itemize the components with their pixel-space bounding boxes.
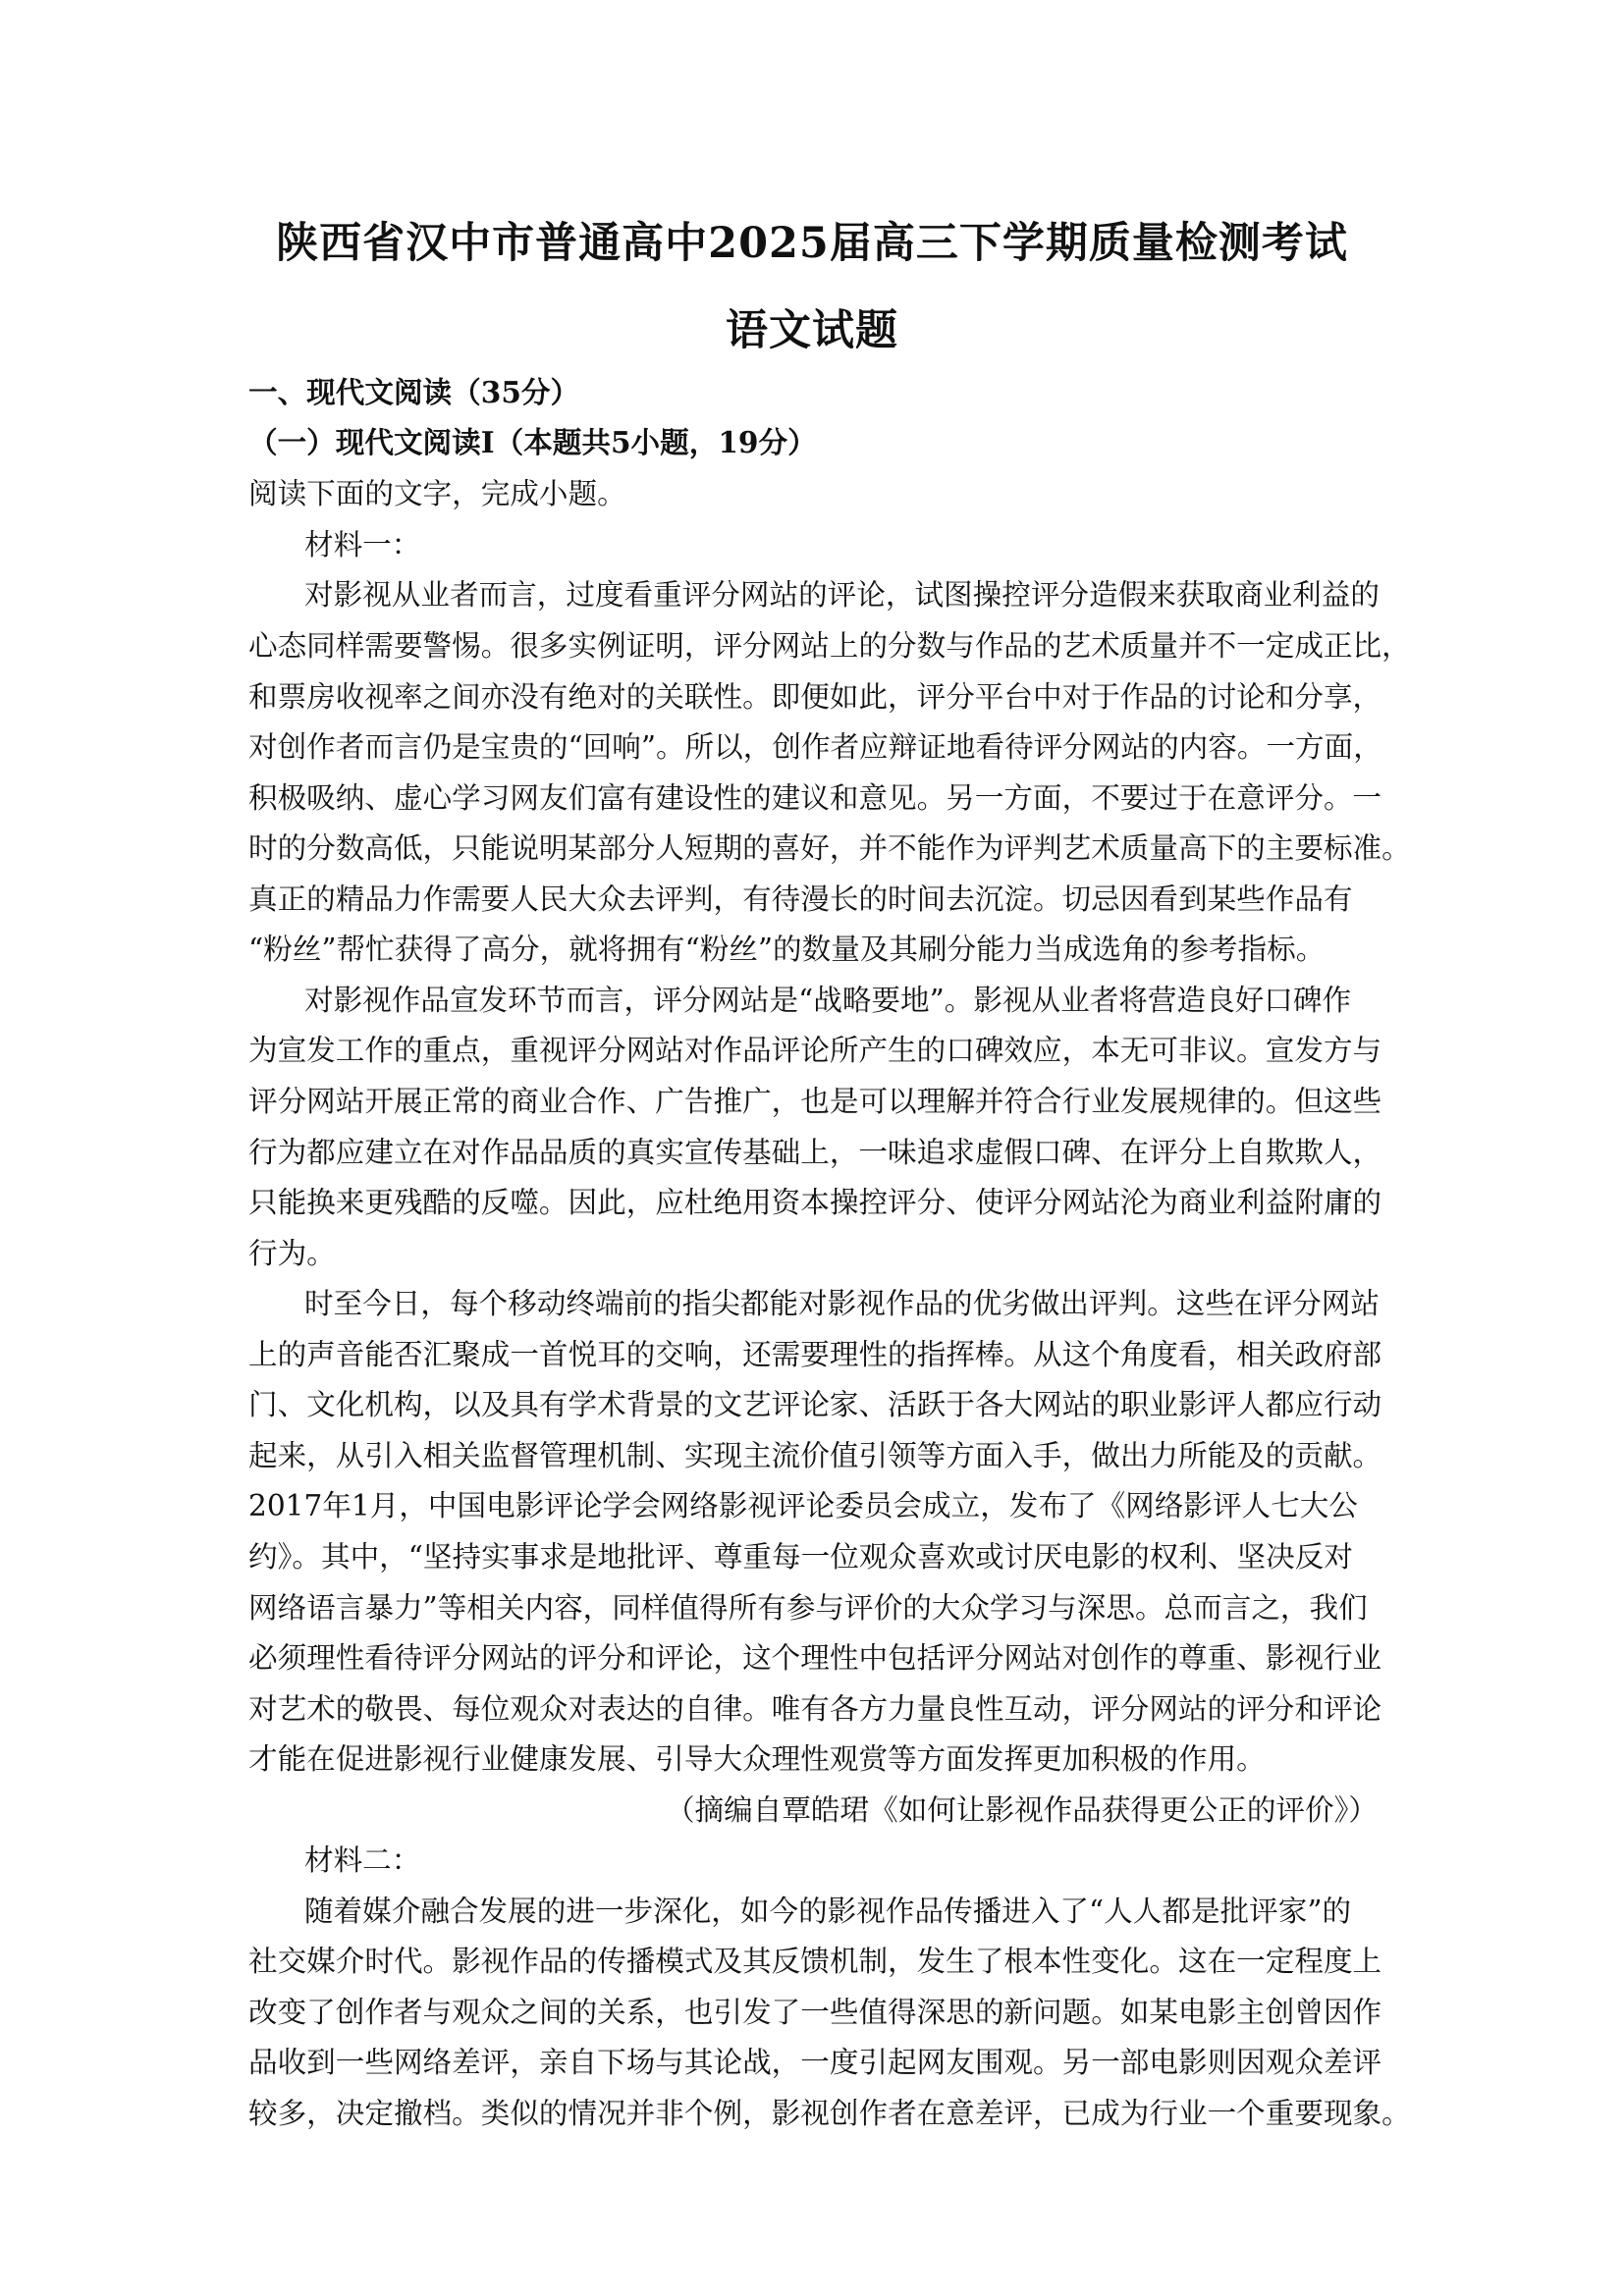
paragraph-line: 上的声音能否汇聚成一首悦耳的交响，还需要理性的指挥棒。从这个角度看，相关政府部 [248,1338,1382,1371]
document-title: 陕西省汉中市普通高中2025届高三下学期质量检测考试 [276,219,1348,268]
paragraph-line: 真正的精品力作需要人民大众去评判，有待漫长的时间去沉淀。切忌因看到某些作品有 [248,882,1353,916]
paragraph-line: 行为。 [248,1237,336,1270]
paragraph-line: 评分网站开展正常的商业合作、广告推广，也是可以理解并符合行业发展规律的。但这些 [248,1085,1382,1118]
paragraph-line: 和票房收视率之间亦没有绝对的关联性。即便如此，评分平台中对于作品的讨论和分享， [248,680,1382,714]
paragraph-line: 对影视作品宣发环节而言，评分网站是“战略要地”。影视从业者将营造良好口碑作 [304,984,1352,1017]
paragraph-line: 社交媒介时代。影视作品的传播模式及其反馈机制，发生了根本性变化。这在一定程度上 [248,1945,1382,1978]
paragraph-line: 心态同样需要警惕。很多实例证明，评分网站上的分数与作品的艺术质量并不一定成正比， [248,629,1411,663]
paragraph-line: “粉丝”帮忙获得了高分，就将拥有“粉丝”的数量及其刷分能力当成选角的参考指标。 [248,933,1326,966]
material-2-label: 材料二： [304,1843,421,1877]
document-subtitle: 语文试题 [726,306,898,355]
paragraph-line: 积极吸纳、虚心学习网友们富有建设性的建议和意见。另一方面，不要过于在意评分。一 [248,781,1382,815]
paragraph-line: 网络语言暴力”等相关内容，同样值得所有参与评价的大众学习与深思。总而言之，我们 [248,1591,1368,1625]
paragraph-line: 只能换来更残酷的反噬。因此，应杜绝用资本操控评分、使评分网站沦为商业利益附庸的 [248,1186,1382,1219]
material-1-source: （摘编自覃皓珺《如何让影视作品获得更公正的评价》） [665,1793,1378,1827]
section-heading: 一、现代文阅读（35分） [248,375,580,409]
paragraph-line: 才能在促进影视行业健康发展、引导大众理性观赏等方面发挥更加积极的作用。 [248,1742,1266,1776]
paragraph-line: 改变了创作者与观众之间的关系，也引发了一些值得深思的新问题。如某电影主创曾因作 [248,1996,1382,2029]
section-subheading: （一）现代文阅读Ⅰ（本题共5小题，19分） [248,425,817,459]
paragraph-line: 约》。其中，“坚持实事求是地批评、尊重每一位观众喜欢或讨厌电影的权利、坚决反对 [248,1540,1353,1574]
paragraph-line: 随着媒介融合发展的进一步深化，如今的影视作品传播进入了“人人都是批评家”的 [304,1895,1352,1928]
material-1-label: 材料一： [304,528,421,561]
reading-instruction: 阅读下面的文字，完成小题。 [248,477,626,510]
paragraph-line: 门、文化机构，以及具有学术背景的文艺评论家、活跃于各大网站的职业影评人都应行动 [248,1388,1382,1421]
paragraph-line: 时至今日，每个移动终端前的指尖都能对影视作品的优劣做出评判。这些在评分网站 [304,1287,1380,1320]
paragraph-line: 对艺术的敬畏、每位观众对表达的自律。唯有各方力量良性互动，评分网站的评分和评论 [248,1692,1382,1726]
paragraph-line: 较多，决定撤档。类似的情况并非个例，影视创作者在意差评，已成为行业一个重要现象。 [248,2097,1411,2130]
paragraph-line: 品收到一些网络差评，亲自下场与其论战，一度引起网友围观。另一部电影则因观众差评 [248,2046,1382,2079]
paragraph-line: 对创作者而言仍是宝贵的“回响”。所以，创作者应辩证地看待评分网站的内容。一方面， [248,730,1382,764]
paragraph-line: 行为都应建立在对作品品质的真实宣传基础上，一味追求虚假口碑、在评分上自欺欺人， [248,1136,1382,1169]
paragraph-line: 时的分数高低，只能说明某部分人短期的喜好，并不能作为评判艺术质量高下的主要标准。 [248,831,1411,865]
paragraph-line: 起来，从引入相关监督管理机制、实现主流价值引领等方面入手，做出力所能及的贡献。 [248,1439,1382,1472]
paragraph-line: 为宣发工作的重点，重视评分网站对作品评论所产生的口碑效应，本无可非议。宣发方与 [248,1034,1382,1067]
paragraph-line: 必须理性看待评分网站的评分和评论，这个理性中包括评分网站对创作的尊重、影视行业 [248,1641,1382,1675]
paragraph-line: 对影视从业者而言，过度看重评分网站的评论，试图操控评分造假来获取商业利益的 [304,578,1380,612]
paragraph-line: 2017年1月，中国电影评论学会网络影视评论委员会成立，发布了《网络影评人七大公 [248,1489,1358,1522]
